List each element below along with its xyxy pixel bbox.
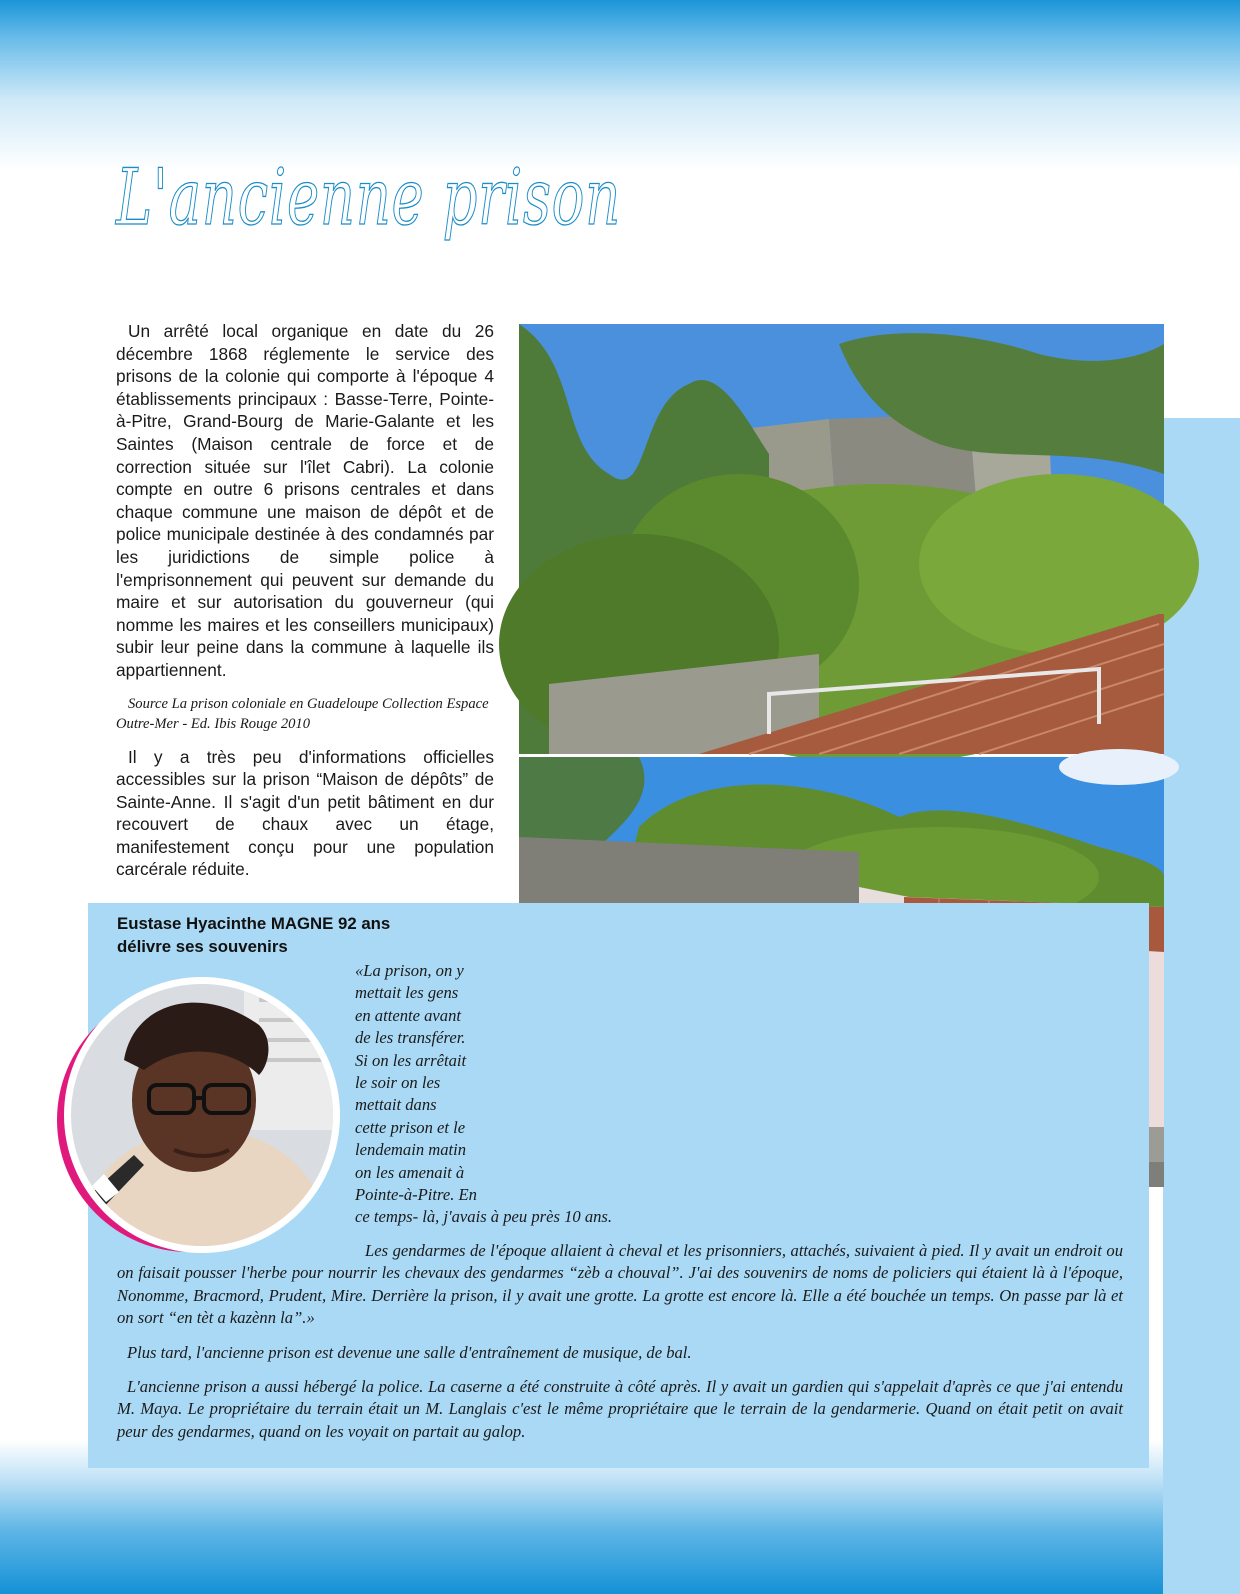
intro-text: [116, 320, 494, 881]
interview-heading-line-2: délivre ses souvenirs: [117, 936, 288, 956]
quote-line: mettait les gens: [355, 983, 459, 1003]
interview-paragraph-2: Plus tard, l'ancienne prison est devenue une salle d'entraînement de musique, de bal.: [127, 1342, 692, 1362]
source-citation: Source La prison coloniale en Guadeloupe Collection Espace Outre-Mer - Ed. Ibis Rouge 2010: [116, 695, 489, 732]
photo-prison-ruins: [519, 324, 1164, 754]
quote-line: en attente avant: [355, 1005, 461, 1025]
interview-body: [117, 1240, 1123, 1455]
quote-column: [355, 960, 517, 1206]
quote-last-line: ce temps- là, j'avais à peu près 10 ans.: [355, 1207, 613, 1226]
quote-line: mettait dans: [355, 1095, 437, 1115]
quote-line: cette prison et le: [355, 1117, 466, 1137]
interview-paragraph-3: L'ancienne prison a aussi hébergé la police. La caserne a été construite à côté après. Il y avait un gardien qui s'appelait d'après ce que j'ai entendu M. Maya. Le propriétaire du terrain était un M. Langlais c'est le même propriétaire que le terrain de la gendarmerie. Quand on était petit on avait peur des gendarmes, quand on les voyait on partait au galop.: [117, 1377, 1123, 1441]
intro-paragraph-2: Il y a très peu d'informations officielles accessibles sur la prison “Maison de dépôts” de Sainte-Anne. Il s'agit d'un petit bâtiment en dur recouvert de chaux avec un étage, manifestement conçu pour une population carcérale réduite.: [116, 746, 494, 880]
intro-paragraph-1: Un arrêté local organique en date du 26 décembre 1868 réglemente le service des prisons de la colonie qui comporte à l'époque 4 établissements principaux : Basse-Terre, Pointe-à-Pitre, Grand-Bourg de Marie-Galante et les Saintes (Maison centrale de force et de correction située sur l'îlet Cabri). La colonie compte en outre 6 prisons centrales et dans chaque commune une maison de dépôt et de police municipale destinée à des condamnés par les juridictions de simple police à l'emprisonnement qui peuvent sur demande du maire et sur autorisation du gouverneur (qui nomme les maires et les conseillers municipaux) subir leur peine dans la commune à laquelle ils appartiennent.: [116, 321, 494, 680]
quote-line: Si on les arrêtait: [355, 1050, 467, 1070]
quote-line: on les amenait à: [355, 1162, 465, 1182]
quote-line: Pointe-à-Pitre. En: [355, 1185, 477, 1205]
interview-paragraph-1: Les gendarmes de l'époque allaient à cheval et les prisonniers, attachés, suivaient à pied. Il y avait un endroit ou on faisait pousser l'herbe pour nourrir les chevaux des gendarmes “zèb a chouval”. J'ai des souvenirs de noms de policiers qui étaient là à l'époque, Nonomme, Bracmord, Prudent, Mire. Derrière la prison, il y avait une grotte. La grotte est encore là. Elle a été bouchée un temps. On passe par là et on sort “en tèt a kazènn la”.»: [117, 1241, 1123, 1328]
portrait-photo: [44, 980, 344, 1250]
quote-line: lendemain matin: [355, 1140, 467, 1160]
page-title: [116, 142, 676, 262]
quote-line: de les transférer.: [355, 1028, 466, 1048]
quote-line: le soir on les: [355, 1073, 441, 1093]
interview-heading-line-1: Eustase Hyacinthe MAGNE 92 ans: [117, 914, 391, 933]
quote-line: «La prison, on y: [355, 961, 464, 980]
interview-heading: [117, 913, 447, 958]
page-title-text: L'ancienne prison: [114, 153, 621, 243]
